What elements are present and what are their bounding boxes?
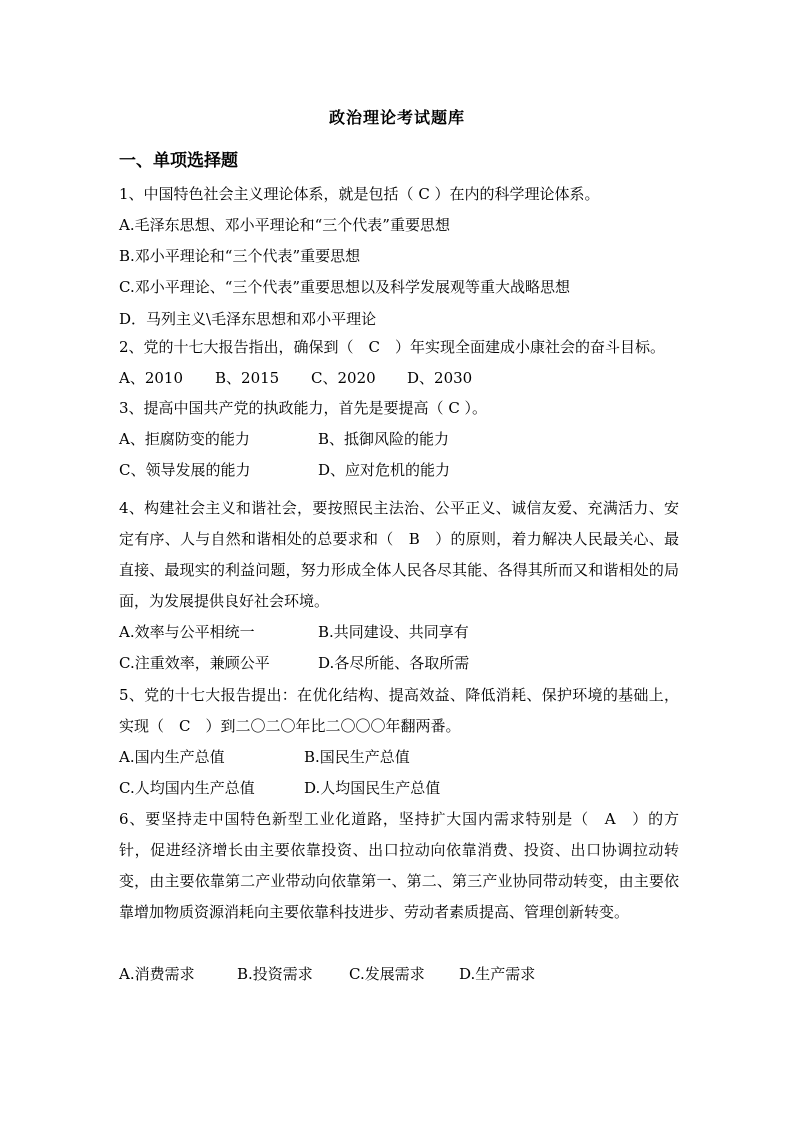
q4-stem: 4、构建社会主义和谐社会，要按照民主法治、公平正义、诚信友爱、充满活力、安定有序、人与自然和谐相处的总要求和（ B ）的原则，着力解决人民最关心、最直接、最现实的利益问题，努力形成全体人民各尽其能、各得其所而又和谐相处的局面，为发展提供良好社会环境。 [119,499,679,610]
q1-option-d: D．马列主义\毛泽东思想和邓小平理论 [119,310,377,328]
q3-option-c: C、领导发展的能力 [119,461,251,479]
q3-option-b: B、抵御风险的能力 [318,430,450,448]
q2-option-d: D、2030 [407,369,473,387]
q4-option-b: B.共同建设、共同享有 [318,623,469,641]
q2-options [119,368,472,388]
q2-stem: 2、党的十七大报告指出，确保到（ C ）年实现全面建成小康社会的奋斗目标。 [119,338,666,356]
q1-option-b: B.邓小平理论和“三个代表”重要思想 [119,247,361,265]
q1-option-a: A.毛泽东思想、邓小平理论和“三个代表”重要思想 [119,216,450,234]
q4-option-c: C.注重效率，兼顾公平 [119,654,270,672]
q5-options-row1 [119,747,410,767]
q6-options [119,964,535,984]
q1-option-c: C.邓小平理论、“三个代表”重要思想以及科学发展观等重大战略思想 [119,278,571,296]
q4-options-row1 [119,622,469,642]
q6-option-c: C.发展需求 [349,965,425,983]
q1-stem: 1、中国特色社会主义理论体系，就是包括（ C ）在内的科学理论体系。 [119,185,600,203]
q3-stem: 3、提高中国共产党的执政能力，首先是要提高（ C ）。 [119,399,488,417]
q5-stem: 5、党的十七大报告提出：在优化结构、提高效益、降低消耗、保护环境的基础上，实现（ C ）到二〇二〇年比二〇〇〇年翻两番。 [119,686,679,735]
q6-stem: 6、要坚持走中国特色新型工业化道路，坚持扩大国内需求特别是（ A ）的方针，促进经济增长由主要依靠投资、出口拉动向依靠消费、投资、出口协调拉动转变，由主要依靠第二产业带动向依靠第一、第二、第三产业协同带动转变，由主要依靠增加物质资源消耗向主要依靠科技进步、劳动者素质提高、管理创新转变。 [119,810,679,921]
page-title: 政治理论考试题库 [328,108,465,127]
q3-options-row2 [119,460,450,480]
q6-option-b: B.投资需求 [237,965,313,983]
q5-option-a: A.国内生产总值 [119,748,225,766]
q4-option-a: A.效率与公平相统一 [119,623,255,641]
q6-option-a: A.消费需求 [119,965,195,983]
q5-option-d: D.人均国民生产总值 [304,779,441,797]
q3-option-d: D、应对危机的能力 [318,461,451,479]
q2-option-b: B、2015 [215,369,280,387]
q3-option-a: A、拒腐防变的能力 [119,430,250,448]
q5-option-c: C.人均国内生产总值 [119,779,255,797]
q5-options-row2 [119,778,440,798]
q4-options-row2 [119,653,469,673]
q2-option-c: C、2020 [311,369,376,387]
section-heading: 一、单项选择题 [119,151,238,171]
q6-option-d: D.生产需求 [459,965,536,983]
q4-option-d: D.各尽所能、各取所需 [318,654,470,672]
q5-option-b: B.国民生产总值 [304,748,410,766]
q3-options-row1 [119,429,449,449]
q2-option-a: A、2010 [119,369,184,387]
